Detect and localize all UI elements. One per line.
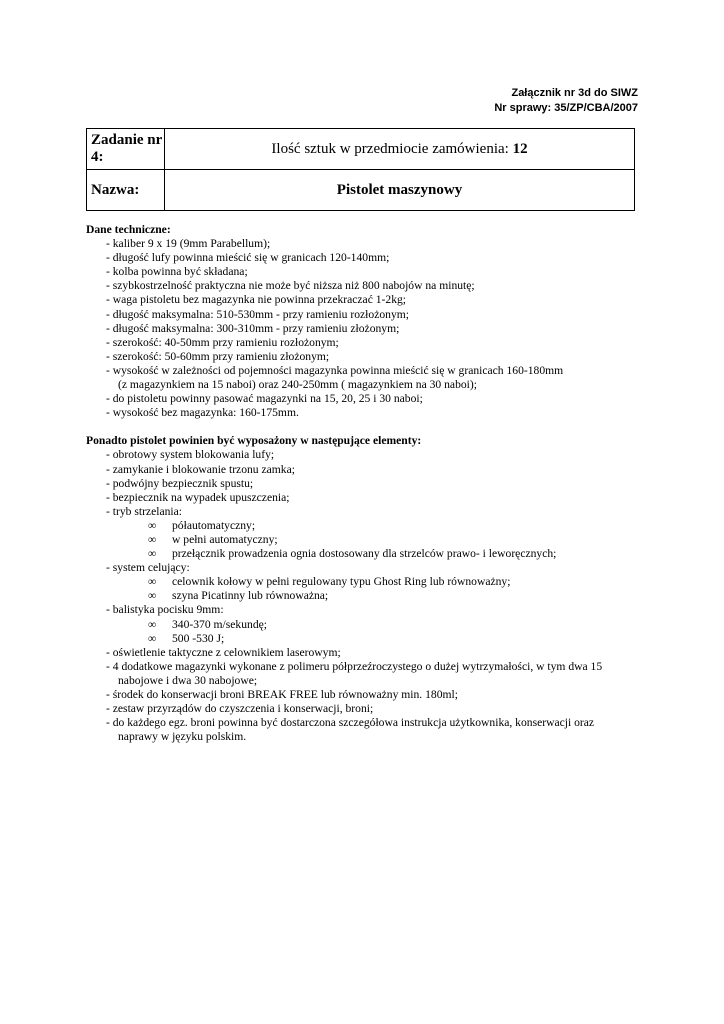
infinity-bullet-icon: ∞ (148, 518, 157, 532)
equipment-item-manual: - do każdego egz. broni powinna być dostarczona szczegółowa instrukcja użytkownika, konserwacji oraz (106, 716, 595, 730)
ballistics-item: ∞ 340-370 m/sekundę; (148, 617, 267, 631)
equipment-item-manual-cont: naprawy w języku polskim. (118, 730, 247, 744)
equipment-item: - tryb strzelania: (106, 504, 182, 518)
tech-item: - szerokość: 50-60mm przy ramieniu złożonym; (106, 349, 330, 363)
equipment-item: - bezpiecznik na wypadek upuszczenia; (106, 490, 290, 504)
case-number: Nr sprawy: 35/ZP/CBA/2007 (494, 102, 638, 114)
sight-item: ∞ szyna Picatinny lub równoważna; (148, 589, 329, 603)
name-row (87, 170, 635, 211)
task-label: Zadanie nr 4: (87, 129, 165, 170)
fire-mode-item: ∞ przełącznik prowadzenia ognia dostosowany dla strzelców prawo- i leworęcznych; (148, 547, 557, 561)
tech-item: - kolba powinna być składana; (106, 265, 248, 279)
tech-item: - długość maksymalna: 300-310mm - przy ramieniu złożonym; (106, 321, 400, 335)
fire-mode-item: ∞ w pełni automatyczny; (148, 532, 278, 546)
quantity-value: 12 (512, 140, 528, 157)
equipment-item: - system celujący: (106, 561, 190, 575)
tech-item: - waga pistoletu bez magazynka nie powinna przekraczać 1-2kg; (106, 293, 407, 307)
task-row (87, 129, 635, 170)
tech-item-height: - wysokość w zależności od pojemności magazynka powinna mieścić się w granicach 160-180mm (106, 363, 564, 377)
tech-item-height-cont: (z magazynkiem na 15 naboi) oraz 240-250mm ( magazynkiem na 30 naboi); (118, 378, 477, 392)
tech-item: - długość lufy powinna mieścić się w granicach 120-140mm; (106, 251, 390, 265)
attachment-reference: Załącznik nr 3d do SIWZ (511, 87, 638, 99)
specification-body (86, 223, 638, 744)
equipment-item-magazines-cont: nabojowe i dwa 30 nabojowe; (118, 673, 258, 687)
equipment-item: - oświetlenie taktyczne z celownikiem laserowym; (106, 645, 341, 659)
infinity-bullet-icon: ∞ (148, 589, 157, 603)
infinity-bullet-icon: ∞ (148, 631, 157, 645)
equipment-item: - zestaw przyrządów do czyszczenia i konserwacji, broni; (106, 702, 374, 716)
infinity-bullet-icon: ∞ (148, 575, 157, 589)
document-header (494, 86, 638, 116)
equipment-item: - środek do konserwacji broni BREAK FREE lub równoważny min. 180ml; (106, 688, 458, 701)
tech-item: - do pistoletu powinny pasować magazynki na 15, 20, 25 i 30 naboi; (106, 392, 423, 406)
tech-item: - szerokość: 40-50mm przy ramieniu rozłożonym; (106, 335, 339, 349)
tech-item: - wysokość bez magazynka: 160-175mm. (106, 406, 299, 420)
fire-mode-item: ∞ półautomatyczny; (148, 518, 256, 532)
infinity-bullet-icon: ∞ (148, 617, 157, 631)
equipment-item: - balistyka pocisku 9mm: (106, 603, 224, 617)
equipment-item-magazines: - 4 dodatkowe magazynki wykonane z polimeru półprzeźroczystego o dużej wytrzymałości, w tym dwa 15 (106, 659, 603, 673)
tech-item: - szybkostrzelność praktyczna nie może być niższa niż 800 nabojów na minutę; (106, 279, 475, 293)
equipment-item: - zamykanie i blokowanie trzonu zamka; (106, 462, 295, 476)
tech-item: - długość maksymalna: 510-530mm - przy ramieniu rozłożonym; (106, 307, 409, 321)
infinity-bullet-icon: ∞ (148, 532, 157, 546)
tech-heading: Dane techniczne: (86, 223, 171, 236)
sight-item: ∞ celownik kołowy w pełni regulowany typu Ghost Ring lub równoważny; (148, 575, 511, 589)
name-label: Nazwa: (87, 170, 165, 211)
equipment-heading: Ponadto pistolet powinien być wyposażony w następujące elementy: (86, 434, 422, 448)
quantity-label: Ilość sztuk w przedmiocie zamówienia: (271, 140, 513, 157)
quantity-cell (165, 129, 635, 170)
equipment-item: - podwójny bezpiecznik spustu; (106, 476, 254, 490)
ballistics-item: ∞ 500 -530 J; (148, 631, 225, 645)
item-name: Pistolet maszynowy (165, 170, 635, 211)
task-table (86, 128, 635, 211)
infinity-bullet-icon: ∞ (148, 547, 157, 561)
tech-item: - kaliber 9 x 19 (9mm Parabellum); (106, 237, 271, 251)
equipment-item: - obrotowy system blokowania lufy; (106, 448, 275, 462)
